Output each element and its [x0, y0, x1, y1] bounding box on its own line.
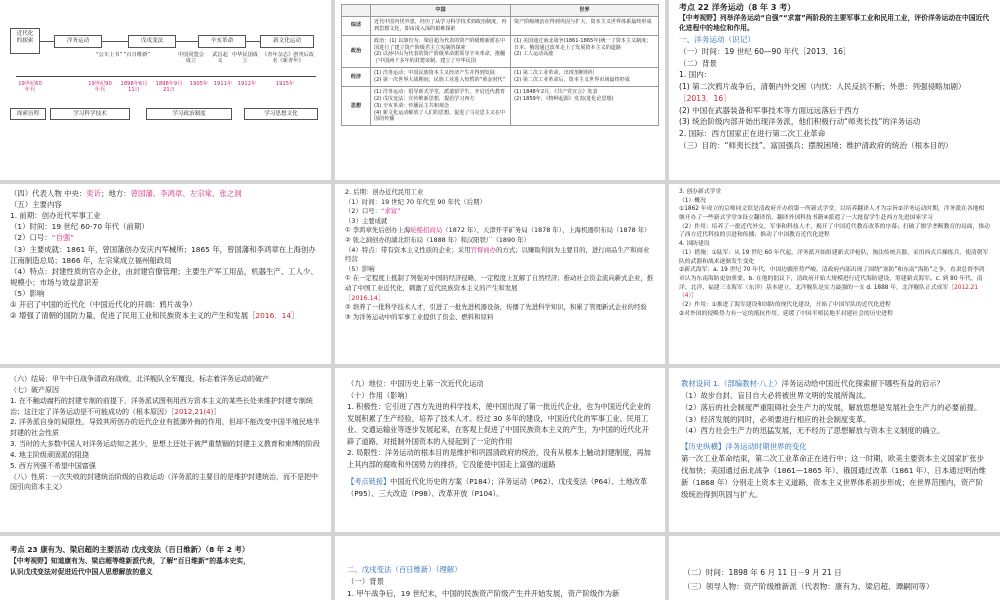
point-link: 【考点链接】中国近代化历史的方案（P184）；洋务运动（P62）、戊戌变法（P64）、土地改革（P95）、三大改造（P98）、改革开放（P104）。	[347, 477, 648, 498]
text-line: ② 张之洞创办的湖北织布局（1888 年）和汉阳铁厂（1890 年）	[345, 236, 530, 245]
text-line: 5. 西方列强不希望中国富强	[10, 461, 96, 470]
text-line: 2. 洋务派自身的局限性，导致其所创办的近代企业有抵御外侮的作用，但却不能改变中国半殖民地半封建的社会性质	[10, 418, 320, 438]
text-line: ① 李鸿章先后创办上海轮船招商局（1872 年）、天津开平矿务局（1878 年）、上海机器织布局（1878 年）	[345, 226, 651, 235]
table-cell-china: 近代中国内忧外患，经历了从学习科学技术到政治制度，再到思想文化，即由浅入深的艰难探索	[371, 16, 511, 35]
text-line: ③ 为洋务运动中的军事工业提供了资金、燃料和原料	[345, 312, 494, 321]
text-line: （1）时间：19 世纪 70 年代至 90 年代（后期）	[345, 197, 486, 206]
textbook-question-card	[669, 368, 1000, 532]
stage-box-xinhai: 辛亥革命	[198, 35, 246, 48]
text-line: （一）时间：19 世纪 60—90 年代［2013．16］	[679, 46, 851, 56]
table-header: 世界	[511, 5, 659, 17]
table-row	[342, 68, 659, 87]
table-row	[342, 35, 659, 68]
topic-title: 考点 23 康有为、梁启超的主要活动 戊戌变法（百日维新）（8 年 2 考）	[10, 545, 250, 554]
section-heading: 一、洋务运动（识记）	[679, 35, 755, 45]
table-cell-world: (1) 第二次工业革命，出现垄断组织 (2) 第二次工业革命后，资本主义世界市场最终形成	[511, 68, 659, 87]
year-label: 1905年	[189, 81, 209, 87]
text-line: （九）地位：中国历史上第一次近代化运动	[347, 379, 484, 388]
table-row	[342, 86, 659, 125]
text-line: （三）领导人物：资产阶级维新派（代表物：康有为、梁启超、谭嗣同等）	[683, 581, 934, 591]
text-line: （2）作用：①推进了海军建设和国防的现代化建设，开始了中国军队的近代化进程	[679, 301, 891, 308]
exam-view: 【中考视野】列举洋务运动“自强”“求富”两阶段的主要军事工业和民用工业，评价洋务运动在中国近代化进程中的地位和作用。	[679, 14, 990, 33]
text-line: 2. 局限性：洋务运动的根本目的是维护和巩固清政府的统治，没有从根本上触动封建制度，再加上其内部的腐败和外国势力的排挤，它没能使中国走上富强的道路	[347, 448, 651, 469]
text-line: 3. 创办新式学堂	[679, 189, 722, 195]
timeline-axis	[16, 76, 316, 77]
text-line: 1. 前期：创办近代军事工业	[10, 211, 101, 221]
text-line: （4）特点：封建性质的官办企业，由封建官僚管理；主要生产军工用品，机器生产、工人少、规模小；市场与效益意识差	[10, 266, 318, 287]
text-line: ②新式海军：a. 19 世纪 70 年代，中国边疆形势严峻，清政府内部出现了围绕“塞防”和东南“海防”之争，直隶总督李鸿章认为东南海防更加重要。b. 在他的倡议下，清政府开始大规模进行近代海防建设，筹建新式海军。c. 到 80 年代，南洋、北洋、福建三支海军（东洋）基本建立，北洋舰队是实力最强的一支 d. 1888 年，北洋舰队正式成军［2012,21（4）］	[679, 267, 985, 300]
text-line: ① 在一定程度上抵制了列强对中国的经济侵略，一定程度上瓦解了自然经济；推动社会资金流向新式企业，推动了中国工业近代化，刺激了近代民族资本主义的产生和发展	[345, 274, 654, 293]
table-header: 中国	[371, 5, 511, 17]
text-line: （2）落后的社会制度严重阻碍社会生产力的发展，解放思想是发展社会生产力的必要前提。	[681, 402, 982, 412]
text-line: （1）措施：①陆军：从 19 世纪 60 年代起，洋务派开始组建新式洋枪队，淘汰传统兵器，采用西式兵操练兵，使清朝军队的武器和战术逐渐发生变化	[679, 249, 989, 265]
text-line: （1）概况	[679, 197, 706, 204]
year-label: 1911年	[213, 81, 233, 87]
year-label: 1912年	[237, 81, 257, 87]
topic-title: 考点 22 洋务运动（8 年 3 考）	[679, 3, 796, 12]
text-line: （2）口号：“自强”	[10, 233, 75, 243]
text-line: （4）西方社会生产力的迅猛发展，无不经历了思想解放与资本主义制度的确立。	[681, 426, 945, 436]
text-line: 1. 国内：	[679, 70, 712, 80]
text-line: ① 开启了中国的近代化（中国近代化的开端：鸦片战争）	[10, 300, 197, 310]
civil-industry-card	[335, 184, 665, 364]
event-label: 中华民国成立	[232, 52, 258, 65]
timeline-diagram	[8, 6, 323, 176]
table-row	[342, 16, 659, 35]
history-heading: 【历史纵横】洋务运动时期世界的变化	[681, 442, 807, 452]
citation: ［2016.14］	[345, 293, 385, 302]
text-line: （4）特点：带有资本主义性质的企业；采用官督商办的方式；以赚取利润为主要目的，进行商品生产和商业经营	[345, 245, 650, 264]
section-heading: 二、戊戌变法（百日维新）（理解）	[347, 565, 462, 574]
timeline-left-box: 近代化的探索	[10, 28, 40, 54]
text-line: （八）性质：一次失败的封建统治阶级的自救运动（洋务派的主要目的是维护封建统治，而不是把中国引向资本主义）	[10, 472, 318, 492]
year-label: 1898年9月21日	[155, 81, 183, 94]
text-line: ② 培养了一批科学技术人才，引进了一批先进机器设备，传播了先进科学知识，积累了管理新式企业的经验	[345, 303, 647, 312]
failure-card	[0, 368, 331, 532]
text-line: 教材设问 1.（部编教材·八上）洋务运动给中国近代化探索留下哪些有益的启示？	[681, 379, 945, 388]
comparison-table-card	[335, 0, 665, 180]
year-label: 19世纪60年代	[18, 81, 42, 94]
text-line: 1. 甲午战争后，19 世纪末，中国的民族资产阶级产生并开始发展，资产阶级作为新	[347, 588, 620, 598]
text-line: （5）影响	[345, 264, 375, 273]
table-cell-key: 综述	[342, 16, 371, 35]
text-line: （四）代表人物 中央：奕䜣；地方：曾国藩、李鸿章、左宗棠、张之洞	[10, 189, 242, 198]
significance-card	[335, 368, 665, 532]
timeline-card	[0, 0, 331, 180]
table-cell-china: 政治：(1) 以康有为、梁启超为代表的资产阶级维新派在中国进行了建立资产阶级君主立宪制的探索 (2) 以孙中山为代表的资产阶级革命派领导辛亥革命，推翻了中国两千多年的封建帝制，建立了中华民国	[371, 35, 511, 68]
schools-defense-card	[669, 184, 1000, 364]
table-cell-china: (1) 洋务运动：中国民族资本主义经济产生并得到发展 (2) 第一次世界大战期间，民族工业进入短暂的“黄金时代”	[371, 68, 511, 87]
text-line: 2. 国际：西方国家正在进行第二次工业革命	[679, 129, 826, 139]
table-cell-key: 思想	[342, 86, 371, 125]
text-line: （2）口号：“求富”	[345, 207, 401, 216]
text-line: 第一次工业革命结束，第二次工业革命正在进行中；这一时期，欧美主要资本主义国家扩张步伐加快；美国通过南北战争（1861—1865 年）、俄国通过改革（1861 年）、日本通过明治维新（1868 年）分别走上资本主义道路，资本主义世界体系初步形成；在世界范围内，资产阶级统治得到巩固与扩大。	[681, 454, 987, 499]
table-cell-key: 政治	[342, 35, 371, 68]
stage-box-xinwenhua: 新文化运动	[260, 35, 314, 48]
comparison-table	[341, 4, 659, 126]
text-line: (1) 第二次鸦片战争后，清朝内外交困（内忧：人民反抗不断；外患：列强侵略加剧）	[679, 82, 966, 92]
text-line: （二）背景	[679, 58, 717, 68]
text-line: （3）主要成就	[345, 216, 388, 225]
exam-view: 【中考视野】知道康有为、梁启超等维新派代表，了解“百日维新”的基本史实，	[10, 556, 251, 565]
table-cell-china: (1) 洋务运动：倡导新式学堂，派遣留学生，开启近代教育 (2) 戊戌变法：宣传维新思想，提倡学习西方 (3) 辛亥革命：传播民主共和观念 (4) 新文化运动解放了人们的思想，促进了马克思主义在中国的传播	[371, 86, 511, 125]
table-header	[342, 5, 371, 17]
timeline-bottom-left-box: 探索历程	[10, 108, 46, 120]
event-label: 武昌起义	[212, 52, 228, 65]
representatives-card	[0, 184, 331, 364]
text-line: （1）时间：19 世纪 60-70 年代（前期）	[10, 222, 149, 232]
text-line: （3）主要成就：1861 年，曾国藩创办安庆内军械所；1865 年，曾国藩和李鸿章在上海创办江南制造总局；1866 年，左宗棠成立福州船政局	[10, 244, 316, 265]
text-line: 3. 当时的大多数中国人对洋务运动知之甚少，思想上还处于被严重禁锢的封建主义教育和束缚的阶段	[10, 440, 320, 449]
year-label: 19世纪90年代	[88, 81, 112, 94]
wuxu-card	[335, 536, 665, 600]
bottom-stage-box: 学习思想文化	[244, 108, 318, 120]
text-line: （1）故步自封、盲目自大必将被世界文明的发展所淘汰。	[681, 390, 871, 400]
text-line: （七）破产原因	[10, 385, 59, 394]
text-line: （三）目的：“师夷长技”、富国强兵；摆脱困境；维护清政府的统治（根本目的）	[679, 140, 953, 150]
text-line: ② 增强了清朝的国防力量，促进了民用工业和民族资本主义的产生和发展［2016．14］	[10, 311, 299, 321]
table-cell-key: 经济	[342, 68, 371, 87]
bottom-stage-box: 学习科学技术	[50, 108, 130, 120]
text-line: (2) 中国在武器装备和军事技术等方面远远落后于西方	[679, 105, 860, 115]
citation: ［2013．16］	[679, 93, 731, 103]
topic23-card	[0, 536, 331, 600]
year-label: 1898年6月11日	[120, 81, 148, 94]
table-cell-world: 资产阶级统治在得到巩固与扩大，资本主义世界体系最终形成	[511, 16, 659, 35]
exam-view: 认识戊戌变法对促进近代中国人思想解放的意义	[10, 567, 153, 576]
text-line: （一）背景	[347, 576, 384, 586]
text-line: （二）时间：1898 年 6 月 11 日－9 月 21 日	[683, 568, 842, 577]
text-line: 4. 地主阶级顽固派的阻挠	[10, 450, 89, 459]
text-line: （十）作用（影响）	[347, 390, 412, 400]
text-line: （五）主要内容	[10, 200, 62, 210]
text-line: （3）经济发展的同时，必须要进行相应的社会制度变革。	[681, 414, 871, 424]
text-line: （六）结局：甲午中日战争清政府战败，北洋舰队全军覆没，标志着洋务运动的破产	[10, 375, 269, 383]
stage-box-yangwu: 洋务运动	[54, 35, 102, 48]
event-label: 《青年杂志》创刊后改名《新青年》	[262, 52, 314, 65]
text-line: 1. 在不触动腐朽的封建专制的前提下，洋务派试图利用西方资本主义的某些长处来维护封建专制统治；这注定了洋务运动是不可能成功的（根本原因）［2012,21(4)］	[10, 396, 313, 416]
text-line: （2）作用：培养了一批近代外交、军事和科技人才，揭开了中国近代教育改革的序幕；打破了儒学垄断教育的局面，推动了西方近代科技的引进和传播；推动了中国教育近代化进程	[679, 223, 990, 239]
stage-box-wuxu: 戊戌变法	[128, 35, 176, 48]
event-label: 中国同盟会成立	[178, 52, 204, 65]
wuxu-time-card	[669, 536, 1000, 600]
text-line: 4. 国防建设	[679, 241, 710, 248]
bottom-stage-box: 学习政治制度	[146, 108, 232, 120]
event-label: “公车上书” “百日维新”	[96, 52, 150, 58]
text-line: 1. 积极性：它引进了西方先进的科学技术，使中国出现了第一批近代企业，也为中国近代企业的发展积累了生产经验，培养了技术人才。经过 30 多年的建设，中国近代化的军事工业、民用工业、交通运输业等逐步发展起来，在客观上促进了中国民族资本主义的产生，为中国的近代化开辟了道路，对抵制外国资本的入侵起到了一定的作用	[347, 402, 651, 446]
text-line: ②对外国的侵略势力有一定的抵抗作用，延缓了中国半殖民地半封建社会的历史进程	[679, 310, 893, 317]
text-line: （5）影响	[10, 288, 45, 298]
text-line: 2. 后期：创办近代民用工业	[345, 188, 424, 196]
table-cell-world: (1) 1848年2月，《共产党宣言》发表 (2) 1859年，《物种起源》发表(进化论思想)	[511, 86, 659, 125]
text-line: ①1862 年成立的京师同文馆是清政府开办的第一所新式学堂，以培养翻译人才为宗旨②洋务运动时期，洋务派在各地相继开办了一些新式学堂③设立翻译馆，翻译外国科技书籍④派遣了一大批留学生赴西方先进国家学习	[679, 206, 985, 222]
topic22-card	[669, 0, 1000, 180]
text-line: (3) 统治阶级内部开始出现洋务派，他们积极行动“师夷长技”的洋务运动	[679, 117, 921, 127]
table-cell-world: (1) 美国通过南北战争(1861-1865年)统一了资本主义制度；日本、俄国通过改革走上了发展资本主义的道路 (2) 工人运动高涨	[511, 35, 659, 68]
year-label: 1915年	[275, 81, 295, 87]
